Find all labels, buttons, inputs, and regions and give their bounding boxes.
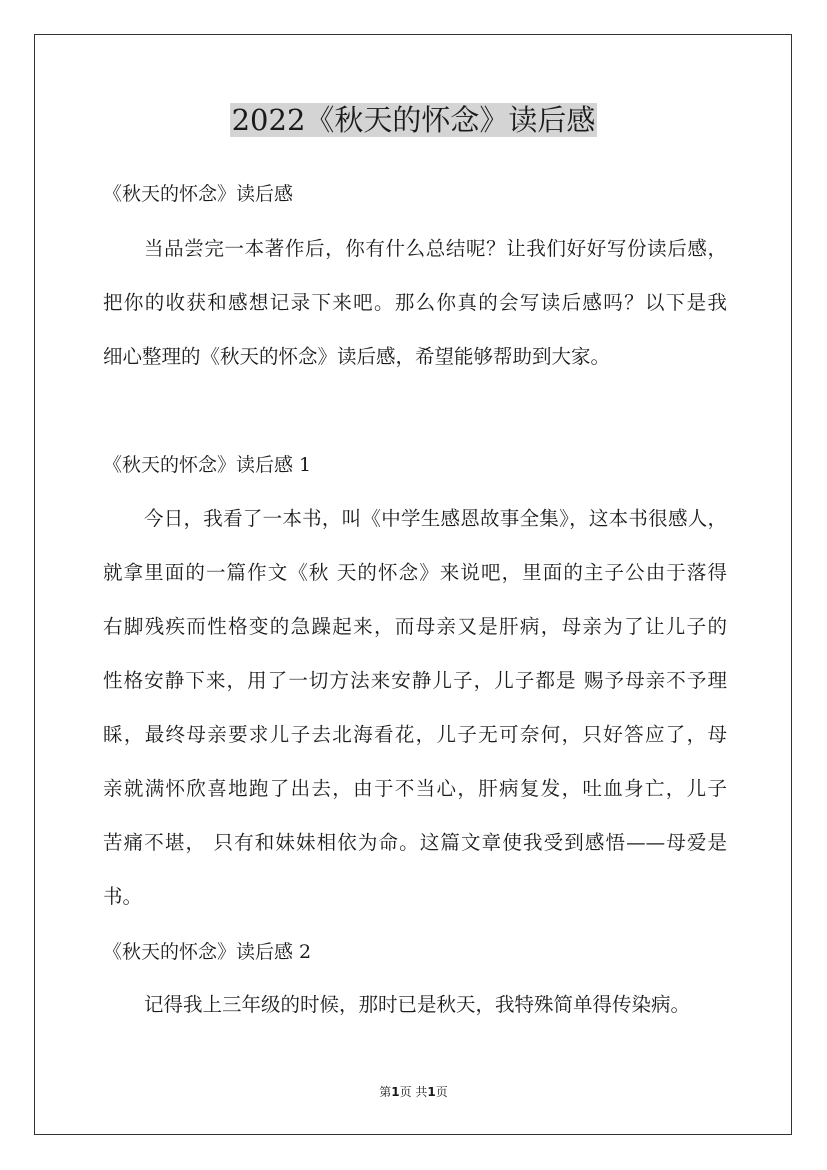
section-2-heading: 《秋天的怀念》读后感 2 bbox=[103, 941, 312, 963]
intro-heading: 《秋天的怀念》读后感 bbox=[103, 183, 294, 205]
paragraph-line: 当品尝完一本著作后，你有什么总结呢？让我们好好写份读后感， bbox=[144, 237, 727, 260]
paragraph-line: 右脚残疾而性格变的急躁起来，而母亲又是肝病，母亲为了让儿子的 bbox=[103, 615, 727, 638]
section-1-heading: 《秋天的怀念》读后感 1 bbox=[103, 454, 312, 476]
paragraph-line: 就拿里面的一篇作文《秋 天的怀念》来说吧，里面的主子公由于落得 bbox=[103, 561, 727, 584]
page-footer bbox=[0, 1084, 827, 1100]
paragraph-line: 苦痛不堪， 只有和妹妹相依为命。这篇文章使我受到感悟——母爱是 bbox=[103, 831, 727, 854]
footer-mid: 页 共 bbox=[399, 1085, 428, 1099]
paragraph-line: 细心整理的《秋天的怀念》读后感，希望能够帮助到大家。 bbox=[103, 345, 611, 368]
title-text: 2022《秋天的怀念》读后感 bbox=[231, 103, 596, 137]
footer-page-number: 1 bbox=[391, 1085, 400, 1099]
paragraph-line: 把你的收获和感想记录下来吧。那么你真的会写读后感吗？以下是我 bbox=[103, 291, 727, 314]
paragraph-line: 亲就满怀欣喜地跑了出去，由于不当心，肝病复发，吐血身亡，儿子 bbox=[103, 777, 727, 800]
footer-suffix: 页 bbox=[435, 1085, 448, 1099]
section-2-paragraph bbox=[103, 978, 727, 1032]
footer-prefix: 第 bbox=[379, 1085, 392, 1099]
paragraph-line: 记得我上三年级的时候，那时已是秋天，我特殊简单得传染病。 bbox=[144, 993, 691, 1016]
paragraph-line: 睬，最终母亲要求儿子去北海看花，儿子无可奈何，只好答应了，母 bbox=[103, 723, 727, 746]
paragraph-line: 书。 bbox=[103, 885, 143, 908]
intro-paragraph bbox=[103, 222, 727, 384]
section-1-paragraph bbox=[103, 492, 727, 924]
paragraph-line: 性格安静下来，用了一切方法来安静儿子，儿子都是 赐予母亲不予理 bbox=[103, 669, 727, 692]
paragraph-line: 今日，我看了一本书，叫《中学生感恩故事全集》，这本书很感人， bbox=[144, 507, 727, 530]
footer-page-total: 1 bbox=[427, 1085, 436, 1099]
document-title bbox=[0, 100, 827, 140]
